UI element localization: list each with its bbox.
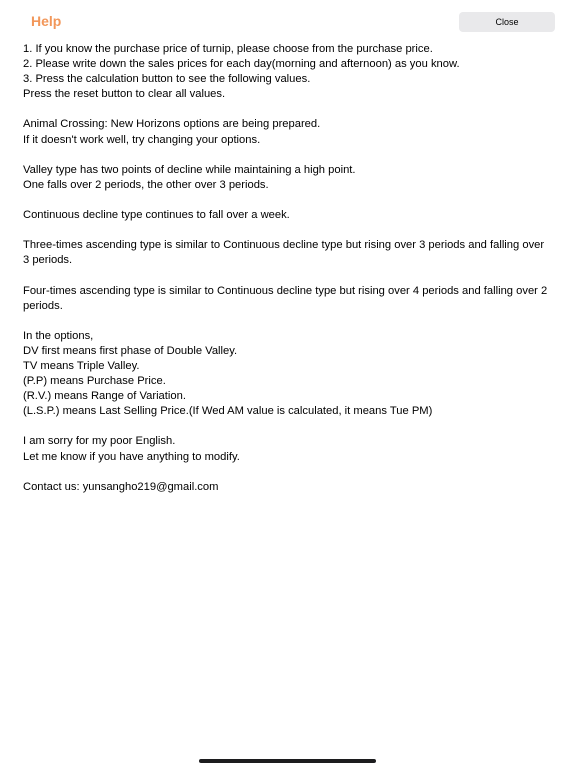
paragraph-gap xyxy=(23,268,553,283)
help-line: Valley type has two points of decline while maintaining a high point. xyxy=(23,163,356,176)
help-line: Four-times ascending type is similar to Continuous decline type but rising over 4 periods and falling over 2 periods. xyxy=(23,284,548,312)
help-line: (L.S.P.) means Last Selling Price.(If Wed AM value is calculated, it means Tue PM) xyxy=(23,405,433,418)
paragraph-gap xyxy=(23,419,553,434)
paragraph-gap xyxy=(23,102,553,117)
help-line: One falls over 2 periods, the other over 3 periods. xyxy=(23,178,269,191)
help-line: TV means Triple Valley. xyxy=(23,359,140,372)
paragraph-gap xyxy=(23,223,553,238)
help-line: (R.V.) means Range of Variation. xyxy=(23,390,186,403)
help-line: Let me know if you have anything to modify. xyxy=(23,450,240,463)
help-line: If it doesn't work well, try changing your options. xyxy=(23,133,261,146)
help-line: I am sorry for my poor English. xyxy=(23,435,176,448)
help-line: Three-times ascending type is similar to Continuous decline type but rising over 3 periods and falling over 3 periods. xyxy=(23,239,545,267)
help-line: 1. If you know the purchase price of turnip, please choose from the purchase price. xyxy=(23,43,433,55)
help-line: (P.P) means Purchase Price. xyxy=(23,375,166,388)
close-button[interactable]: Close xyxy=(459,12,555,32)
help-line: In the options, xyxy=(23,329,94,342)
help-line: Press the reset button to clear all values. xyxy=(23,88,226,101)
home-indicator[interactable] xyxy=(199,759,376,763)
help-line: 3. Press the calculation button to see the following values. xyxy=(23,73,311,86)
help-text xyxy=(23,42,553,495)
page-title: Help xyxy=(31,13,62,29)
help-line: Animal Crossing: New Horizons options are being prepared. xyxy=(23,118,321,131)
help-line: Continuous decline type continues to fall over a week. xyxy=(23,209,290,222)
paragraph-gap xyxy=(23,465,553,480)
help-line: 2. Please write down the sales prices for each day(morning and afternoon) as you know. xyxy=(23,58,460,71)
help-line: DV first means first phase of Double Valley. xyxy=(23,344,238,357)
paragraph-gap xyxy=(23,193,553,208)
help-line: Contact us: yunsangho219@gmail.com xyxy=(23,480,219,493)
paragraph-gap xyxy=(23,314,553,329)
paragraph-gap xyxy=(23,148,553,163)
